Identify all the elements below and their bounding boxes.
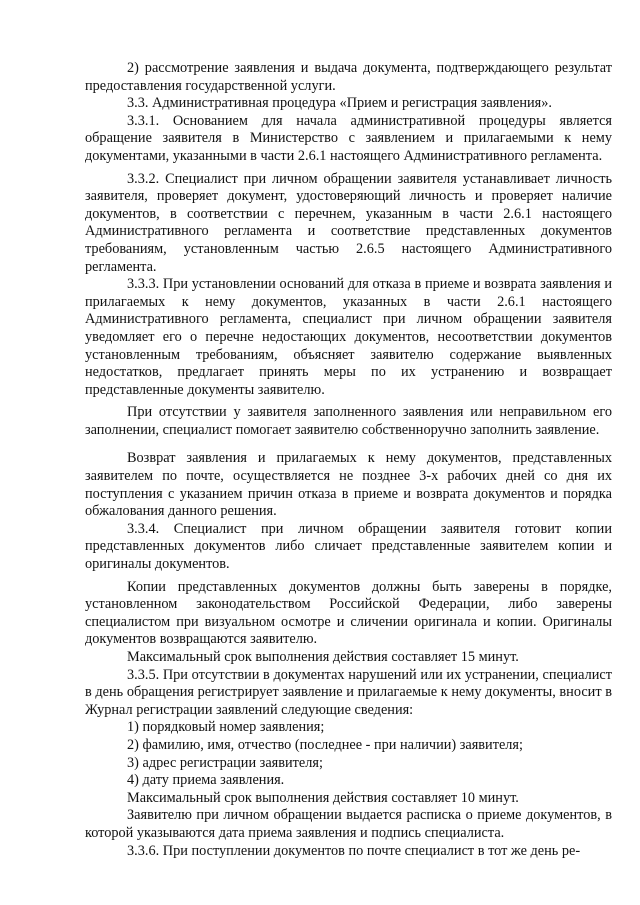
paragraph-max-time-15: Максимальный срок выполнения действия составляет 15 минут.: [127, 649, 519, 665]
section-heading-3-3: 3.3. Административная процедура «Прием и регистрация заявления».: [127, 95, 552, 112]
paragraph-item-2: 2) рассмотрение заявления и выдача документа, подтверждающего результат предоставления государственной услуги.: [85, 60, 612, 94]
paragraph-3-3-2: 3.3.2. Специалист при личном обращении заявителя устанавливает личность заявителя, проверяет документ, удостоверяющий личность и проверяет наличие документов, в соответствии с перечнем, указанным в части 2.6.1 настоящего Административного регламента и соответствие представленных документов требованиям, установленным частью 2.6.5 настоящего Административного регламента.: [85, 170, 612, 275]
paragraph-3-3-6: 3.3.6. При поступлении документов по почте специалист в тот же день ре-: [127, 842, 581, 859]
list-item-2: 2) фамилию, имя, отчество (последнее - при наличии) заявителя;: [127, 736, 523, 753]
paragraph-3-3-1: 3.3.1. Основанием для начала административной процедуры является обращение заявителя в Министерство с заявлением и прилагаемыми к нему документами, указанными в части 2.6.1 настоящего Административного регламента.: [85, 112, 612, 164]
list-item-3: 3) адрес регистрации заявителя;: [127, 754, 323, 771]
paragraph-max-time-10: Максимальный срок выполнения действия составляет 10 минут.: [127, 789, 519, 806]
paragraph-missing-application: При отсутствии у заявителя заполненного заявления или неправильном его заполнении, специалист помогает заявителю собственноручно заполнить заявление.: [85, 404, 612, 438]
list-item-4: 4) дату приема заявления.: [127, 772, 285, 789]
paragraph-copies-certified: Копии представленных документов должны быть заверены в порядке, установленном законодательством Российской Федерации, либо заверены специалистом при визуальном осмотре и сличении оригинала и копии. Оригиналы документов возвращаются заявителю.: [85, 578, 612, 648]
list-item-1: 1) порядковый номер заявления;: [127, 719, 325, 736]
paragraph-return-by-mail: Возврат заявления и прилагаемых к нему документов, представленных заявителем по почте, осуществляется не позднее 3-х рабочих дней со дня их поступления с указанием причин отказа в приеме и возврата документов и порядка обжалования данного решения.: [85, 450, 612, 520]
paragraph-3-3-5: 3.3.5. При отсутствии в документах нарушений или их устранении, специалист в день обращения регистрирует заявление и прилагаемые к нему документы, вносит в Журнал регистрации заявлений следующие сведения:: [85, 666, 612, 718]
paragraph-3-3-4: 3.3.4. Специалист при личном обращении заявителя готовит копии представленных документов либо сличает представленные заявителем копии и оригиналы документов.: [85, 520, 612, 573]
paragraph-receipt: Заявителю при личном обращении выдается расписка о приеме документов, в которой указываются дата приема заявления и подпись специалиста.: [85, 807, 612, 841]
paragraph-3-3-3: 3.3.3. При установлении оснований для отказа в приеме и возврата заявления и прилагаемых к нему документов, указанных в части 2.6.1 настоящего Административного регламента, специалист при личном обращении заявителя уведомляет его о перечне недостающих документов, несоответствии документов установленным требованиям, объясняет заявителю содержание выявленных недостатков, предлагает принять меры по их устранению и возвращает представленные документы заявителю.: [85, 276, 612, 398]
